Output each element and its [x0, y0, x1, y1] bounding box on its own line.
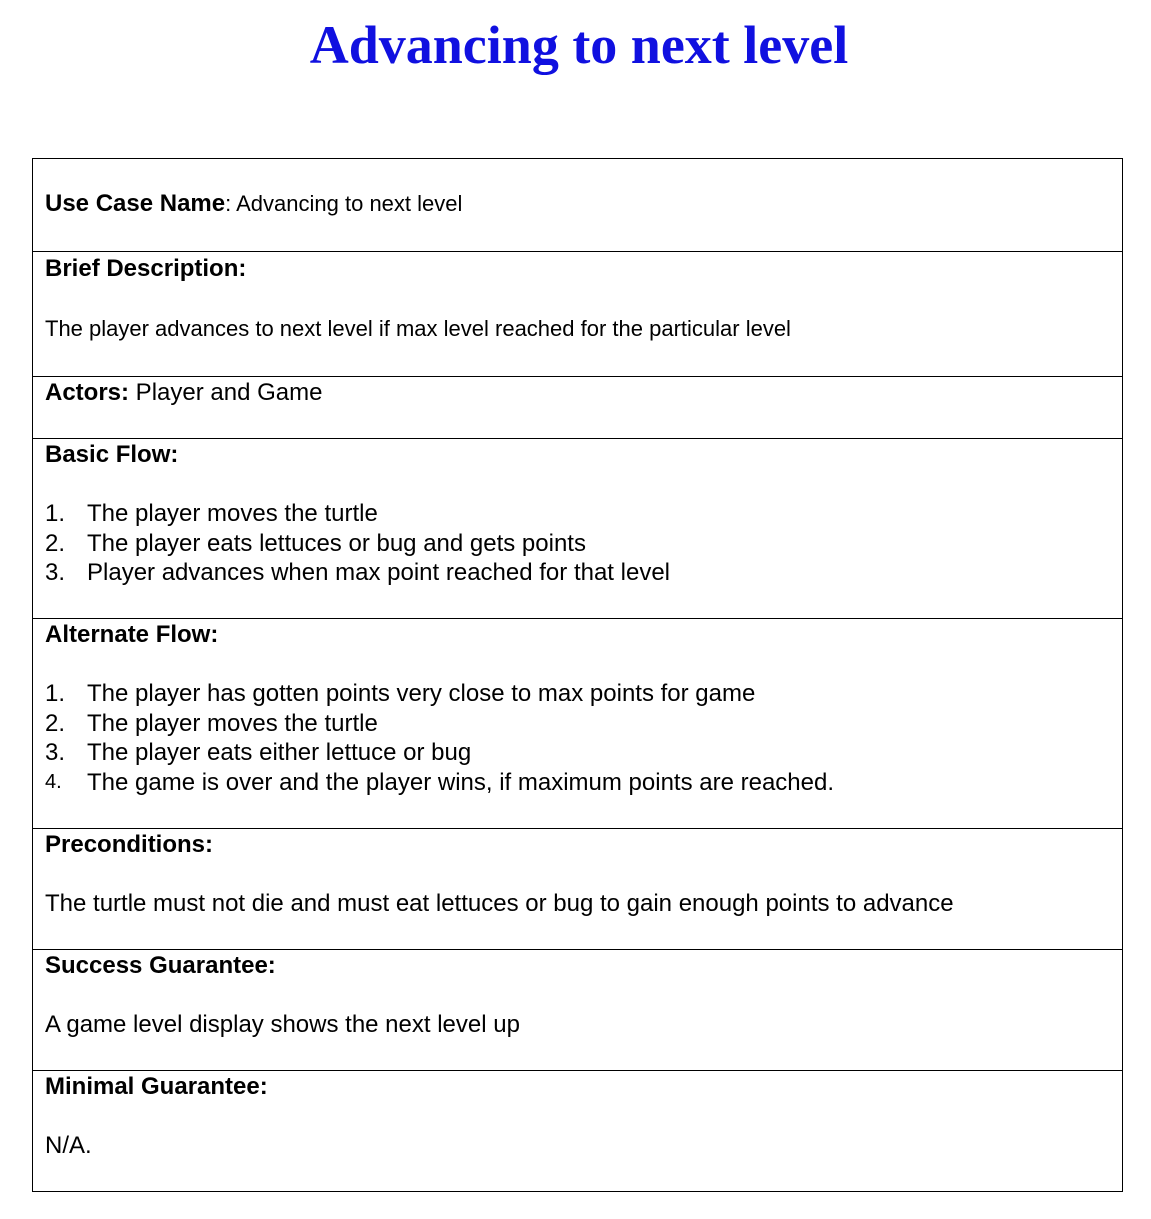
alternate-flow-step	[45, 679, 1110, 709]
cell-brief-description	[33, 252, 1123, 377]
use-case-name-value: Advancing to next level	[231, 191, 463, 216]
row-brief-description	[33, 252, 1123, 377]
basic-flow-step	[45, 499, 1110, 529]
cell-minimal-guarantee	[33, 1071, 1123, 1192]
success-guarantee-text: A game level display shows the next level up	[45, 1011, 520, 1038]
alternate-flow-list	[45, 679, 1110, 797]
row-actors	[33, 377, 1123, 439]
use-case-name-separator: :	[225, 191, 232, 216]
preconditions-label: Preconditions:	[45, 831, 214, 858]
row-use-case-name	[33, 159, 1123, 252]
alternate-flow-step	[45, 709, 1110, 739]
cell-preconditions	[33, 829, 1123, 950]
row-success-guarantee	[33, 950, 1123, 1071]
step-text: The player moves the turtle	[87, 500, 378, 527]
cell-actors	[33, 377, 1123, 439]
step-text: Player advances when max point reached for that level	[87, 559, 670, 586]
alternate-flow-label: Alternate Flow:	[45, 621, 219, 648]
step-number: 1.	[45, 500, 66, 527]
basic-flow-step	[45, 529, 1110, 559]
step-text: The player eats lettuces or bug and gets points	[87, 529, 586, 557]
step-number: 3.	[45, 559, 66, 586]
basic-flow-step	[45, 558, 1110, 588]
basic-flow-list	[45, 499, 1110, 588]
brief-description-label: Brief Description:	[45, 255, 247, 282]
page-title: Advancing to next level	[309, 15, 849, 75]
row-preconditions	[33, 829, 1123, 950]
row-basic-flow	[33, 439, 1123, 619]
preconditions-text: The turtle must not die and must eat lettuces or bug to gain enough points to advance	[45, 890, 954, 917]
actors-value: Player and Game	[129, 379, 323, 406]
step-text: The player eats either lettuce or bug	[87, 739, 472, 766]
step-text: The player has gotten points very close to max points for game	[87, 680, 756, 707]
step-text: The game is over and the player wins, if maximum points are reached.	[87, 768, 835, 796]
use-case-table	[32, 158, 1123, 1192]
step-number: 4.	[45, 770, 62, 793]
cell-alternate-flow	[33, 619, 1123, 829]
basic-flow-label: Basic Flow:	[45, 441, 179, 468]
actors-label: Actors:	[45, 379, 130, 406]
minimal-guarantee-text: N/A.	[45, 1132, 92, 1159]
success-guarantee-label: Success Guarantee:	[45, 952, 276, 979]
cell-use-case-name	[33, 159, 1123, 252]
cell-success-guarantee	[33, 950, 1123, 1071]
brief-description-text: The player advances to next level if max level reached for the particular level	[45, 316, 791, 341]
step-number: 1.	[45, 680, 66, 707]
minimal-guarantee-label: Minimal Guarantee:	[45, 1073, 268, 1100]
step-number: 2.	[45, 529, 66, 557]
alternate-flow-step	[45, 768, 1110, 798]
step-number: 2.	[45, 709, 66, 737]
row-alternate-flow	[33, 619, 1123, 829]
alternate-flow-step	[45, 738, 1110, 768]
step-text: The player moves the turtle	[87, 709, 378, 737]
step-number: 3.	[45, 739, 66, 766]
use-case-name-label: Use Case Name	[45, 190, 226, 217]
cell-basic-flow	[33, 439, 1123, 619]
row-minimal-guarantee	[33, 1071, 1123, 1192]
